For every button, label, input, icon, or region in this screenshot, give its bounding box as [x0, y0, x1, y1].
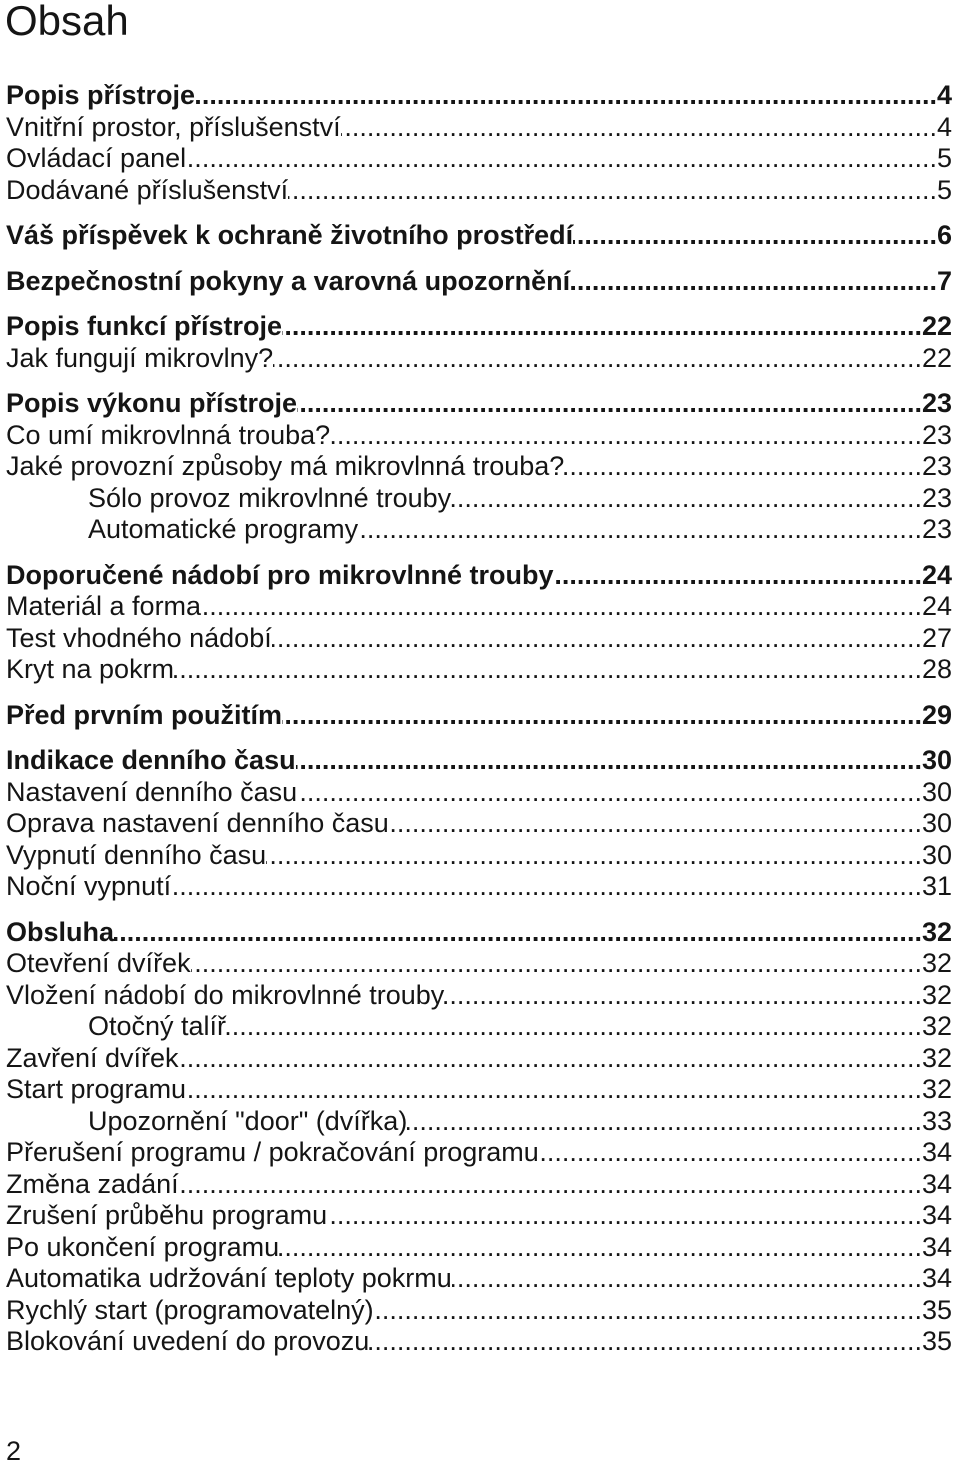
toc-entry	[6, 1106, 952, 1138]
toc-entry-page: 34	[921, 1231, 952, 1262]
toc-dot-leader	[282, 311, 922, 343]
toc-entry-label: Materiál a forma	[6, 591, 202, 621]
toc-entry	[6, 654, 952, 686]
toc-entry	[6, 777, 952, 809]
toc-entry-page: 35	[921, 1326, 952, 1356]
toc-entry-label: Bezpečnostní pokyny a varovná upozornění	[6, 265, 571, 296]
toc-entry-page: 32	[921, 916, 952, 947]
toc-entry-label: Zavření dvířek	[6, 1042, 179, 1073]
toc-section	[6, 700, 952, 732]
toc-entry-label: Noční vypnutí	[6, 871, 172, 901]
toc-dot-leader	[186, 1074, 922, 1106]
toc-dot-leader	[389, 808, 922, 840]
toc-entry-label: Obsluha	[6, 916, 115, 947]
toc-section-heading	[6, 388, 952, 420]
toc-dot-leader	[451, 483, 922, 515]
page-number: 2	[6, 1436, 22, 1466]
toc-entry-page: 24	[921, 591, 952, 621]
toc-entry-label: Nastavení denního času	[6, 776, 298, 807]
toc-section-heading	[6, 560, 952, 592]
toc-entry-page: 32	[921, 948, 952, 978]
toc-entry-page: 23	[921, 419, 952, 450]
toc-entry	[6, 1169, 952, 1201]
toc-dot-leader	[114, 917, 922, 949]
toc-entry	[6, 1263, 952, 1295]
toc-dot-leader	[186, 143, 937, 175]
toc-dot-leader	[330, 420, 922, 452]
toc-dot-leader	[564, 451, 922, 483]
toc-section-heading	[6, 220, 952, 252]
toc-section	[6, 266, 952, 298]
toc-dot-leader	[179, 1169, 922, 1201]
toc-entry-page: 34	[921, 1200, 952, 1230]
toc-entry-label: Vnitřní prostor, příslušenství	[6, 111, 341, 142]
toc-entry	[6, 175, 952, 207]
toc-entry	[6, 623, 952, 655]
toc-section	[6, 311, 952, 374]
toc-dot-leader	[191, 948, 922, 980]
toc-entry-label: Blokování uvedení do provozu	[6, 1326, 370, 1356]
toc-entry-label: Dodávané příslušenství	[6, 174, 289, 205]
toc-entry-label: Otočný talíř	[88, 1011, 227, 1041]
toc-entry	[6, 451, 952, 483]
toc-entry	[6, 591, 952, 623]
toc-dot-leader	[288, 175, 937, 207]
toc-entry-page: 4	[936, 111, 952, 142]
toc-entry-label: Kryt na pokrm	[6, 654, 175, 684]
toc-entry-label: Rychlý start (programovatelný)	[6, 1294, 374, 1325]
toc-entry	[6, 420, 952, 452]
toc-entry-page: 32	[921, 979, 952, 1010]
toc-entry	[6, 1137, 952, 1169]
toc-section-heading	[6, 80, 952, 112]
toc-entry	[6, 808, 952, 840]
toc-entry	[6, 483, 952, 515]
toc-entry-label: Sólo provoz mikrovlnné trouby	[88, 482, 452, 513]
toc-entry-page: 23	[921, 482, 952, 513]
toc-dot-leader	[195, 80, 937, 112]
toc-entry-page: 23	[921, 514, 952, 544]
toc-dot-leader	[296, 745, 922, 777]
toc-entry-label: Jaké provozní způsoby má mikrovlnná trouba?	[6, 451, 565, 481]
toc-entry-page: 30	[921, 776, 952, 807]
toc-section	[6, 388, 952, 546]
toc-entry-label: Vypnutí denního času	[6, 839, 267, 870]
toc-entry-label: Popis funkcí přístroje	[6, 311, 283, 341]
toc-section-heading	[6, 311, 952, 343]
toc-dot-leader	[201, 591, 922, 623]
toc-entry-page: 23	[921, 388, 952, 418]
toc-entry	[6, 143, 952, 175]
toc-entry-page: 5	[936, 143, 952, 173]
page-title: Obsah	[5, 0, 129, 44]
toc-entry-page: 31	[921, 871, 952, 901]
toc-entry-label: Upozornění "door" (dvířka)	[88, 1105, 408, 1136]
toc-dot-leader	[297, 388, 922, 420]
toc-section	[6, 220, 952, 252]
toc-dot-leader	[272, 623, 922, 655]
toc-entry-label: Doporučené nádobí pro mikrovlnné trouby	[6, 559, 554, 590]
toc-section-heading	[6, 745, 952, 777]
toc-dot-leader	[444, 980, 922, 1012]
toc-entry-label: Test vhodného nádobí	[6, 622, 272, 653]
toc-entry	[6, 840, 952, 872]
toc-section	[6, 80, 952, 206]
toc-entry	[6, 1232, 952, 1264]
toc-entry-label: Co umí mikrovlnná trouba?	[6, 419, 331, 450]
toc-entry-page: 33	[921, 1105, 952, 1136]
toc-entry-page: 22	[921, 311, 952, 341]
toc-dot-leader	[327, 1200, 922, 1232]
toc-entry	[6, 1326, 952, 1358]
toc-section	[6, 917, 952, 1358]
toc-entry-page: 32	[921, 1011, 952, 1041]
toc-dot-leader	[279, 1232, 922, 1264]
toc-dot-leader	[179, 1043, 922, 1075]
toc-entry-label: Zrušení průběhu programu	[6, 1200, 328, 1230]
toc-entry-label: Start programu	[6, 1074, 187, 1104]
toc-entry	[6, 1295, 952, 1327]
toc-dot-leader	[539, 1137, 922, 1169]
toc-entry-page: 32	[921, 1074, 952, 1104]
toc-dot-leader	[297, 777, 922, 809]
toc-dot-leader	[226, 1011, 922, 1043]
toc-entry-label: Popis přístroje	[6, 80, 196, 110]
toc-entry	[6, 1200, 952, 1232]
toc-entry-page: 29	[921, 699, 952, 730]
toc-entry	[6, 1074, 952, 1106]
toc-entry-page: 27	[921, 622, 952, 653]
toc-dot-leader	[171, 871, 922, 903]
toc-entry-page: 34	[921, 1263, 952, 1293]
toc-entry	[6, 514, 952, 546]
toc-dot-leader	[374, 1295, 922, 1327]
toc-entry-label: Automatika udržování teploty pokrmu	[6, 1263, 452, 1293]
toc-entry-page: 7	[936, 265, 952, 296]
toc-entry-label: Popis výkonu přístroje	[6, 388, 298, 418]
toc-dot-leader	[452, 1263, 922, 1295]
toc-entry-label: Změna zadání	[6, 1168, 179, 1199]
toc-section	[6, 745, 952, 903]
toc-entry-label: Indikace denního času	[6, 745, 296, 775]
toc-section	[6, 560, 952, 686]
toc-dot-leader	[369, 1326, 922, 1358]
toc-entry-label: Jak fungují mikrovlny?	[6, 342, 274, 373]
toc-entry-label: Oprava nastavení denního času	[6, 808, 389, 838]
toc-dot-leader	[573, 220, 937, 252]
toc-dot-leader	[341, 112, 937, 144]
toc-entry	[6, 343, 952, 375]
toc-entry-label: Váš příspěvek k ochraně životního prostředí	[6, 220, 574, 250]
toc-entry	[6, 980, 952, 1012]
toc-entry-page: 34	[921, 1137, 952, 1167]
toc-entry	[6, 948, 952, 980]
table-of-contents	[6, 66, 952, 1358]
toc-dot-leader	[570, 266, 937, 298]
toc-entry-page: 28	[921, 654, 952, 684]
toc-entry	[6, 112, 952, 144]
toc-entry-label: Automatické programy	[88, 514, 359, 544]
toc-dot-leader	[266, 840, 922, 872]
toc-section-heading	[6, 266, 952, 298]
toc-entry	[6, 871, 952, 903]
toc-entry	[6, 1011, 952, 1043]
toc-entry-page: 34	[921, 1168, 952, 1199]
toc-entry-page: 30	[921, 745, 952, 775]
toc-section-heading	[6, 700, 952, 732]
toc-entry-page: 24	[921, 559, 952, 590]
toc-entry-page: 5	[936, 174, 952, 205]
toc-entry-page: 4	[936, 80, 952, 110]
toc-section-heading	[6, 917, 952, 949]
toc-entry-label: Před prvním použitím	[6, 699, 283, 730]
toc-entry-page: 30	[921, 839, 952, 870]
toc-entry-label: Přerušení programu / pokračování programu	[6, 1137, 539, 1167]
toc-entry-label: Po ukončení programu	[6, 1231, 280, 1262]
toc-dot-leader	[407, 1106, 922, 1138]
toc-entry-page: 6	[936, 220, 952, 250]
toc-entry	[6, 1043, 952, 1075]
toc-entry-page: 23	[921, 451, 952, 481]
toc-dot-leader	[358, 514, 922, 546]
toc-entry-page: 32	[921, 1042, 952, 1073]
toc-dot-leader	[273, 343, 922, 375]
toc-dot-leader	[174, 654, 922, 686]
toc-entry-label: Vložení nádobí do mikrovlnné trouby	[6, 979, 445, 1010]
toc-entry-page: 30	[921, 808, 952, 838]
toc-entry-label: Otevření dvířek	[6, 948, 191, 978]
toc-entry-page: 35	[921, 1294, 952, 1325]
toc-entry-label: Ovládací panel	[6, 143, 187, 173]
toc-dot-leader	[282, 700, 922, 732]
toc-dot-leader	[554, 560, 922, 592]
toc-entry-page: 22	[921, 342, 952, 373]
